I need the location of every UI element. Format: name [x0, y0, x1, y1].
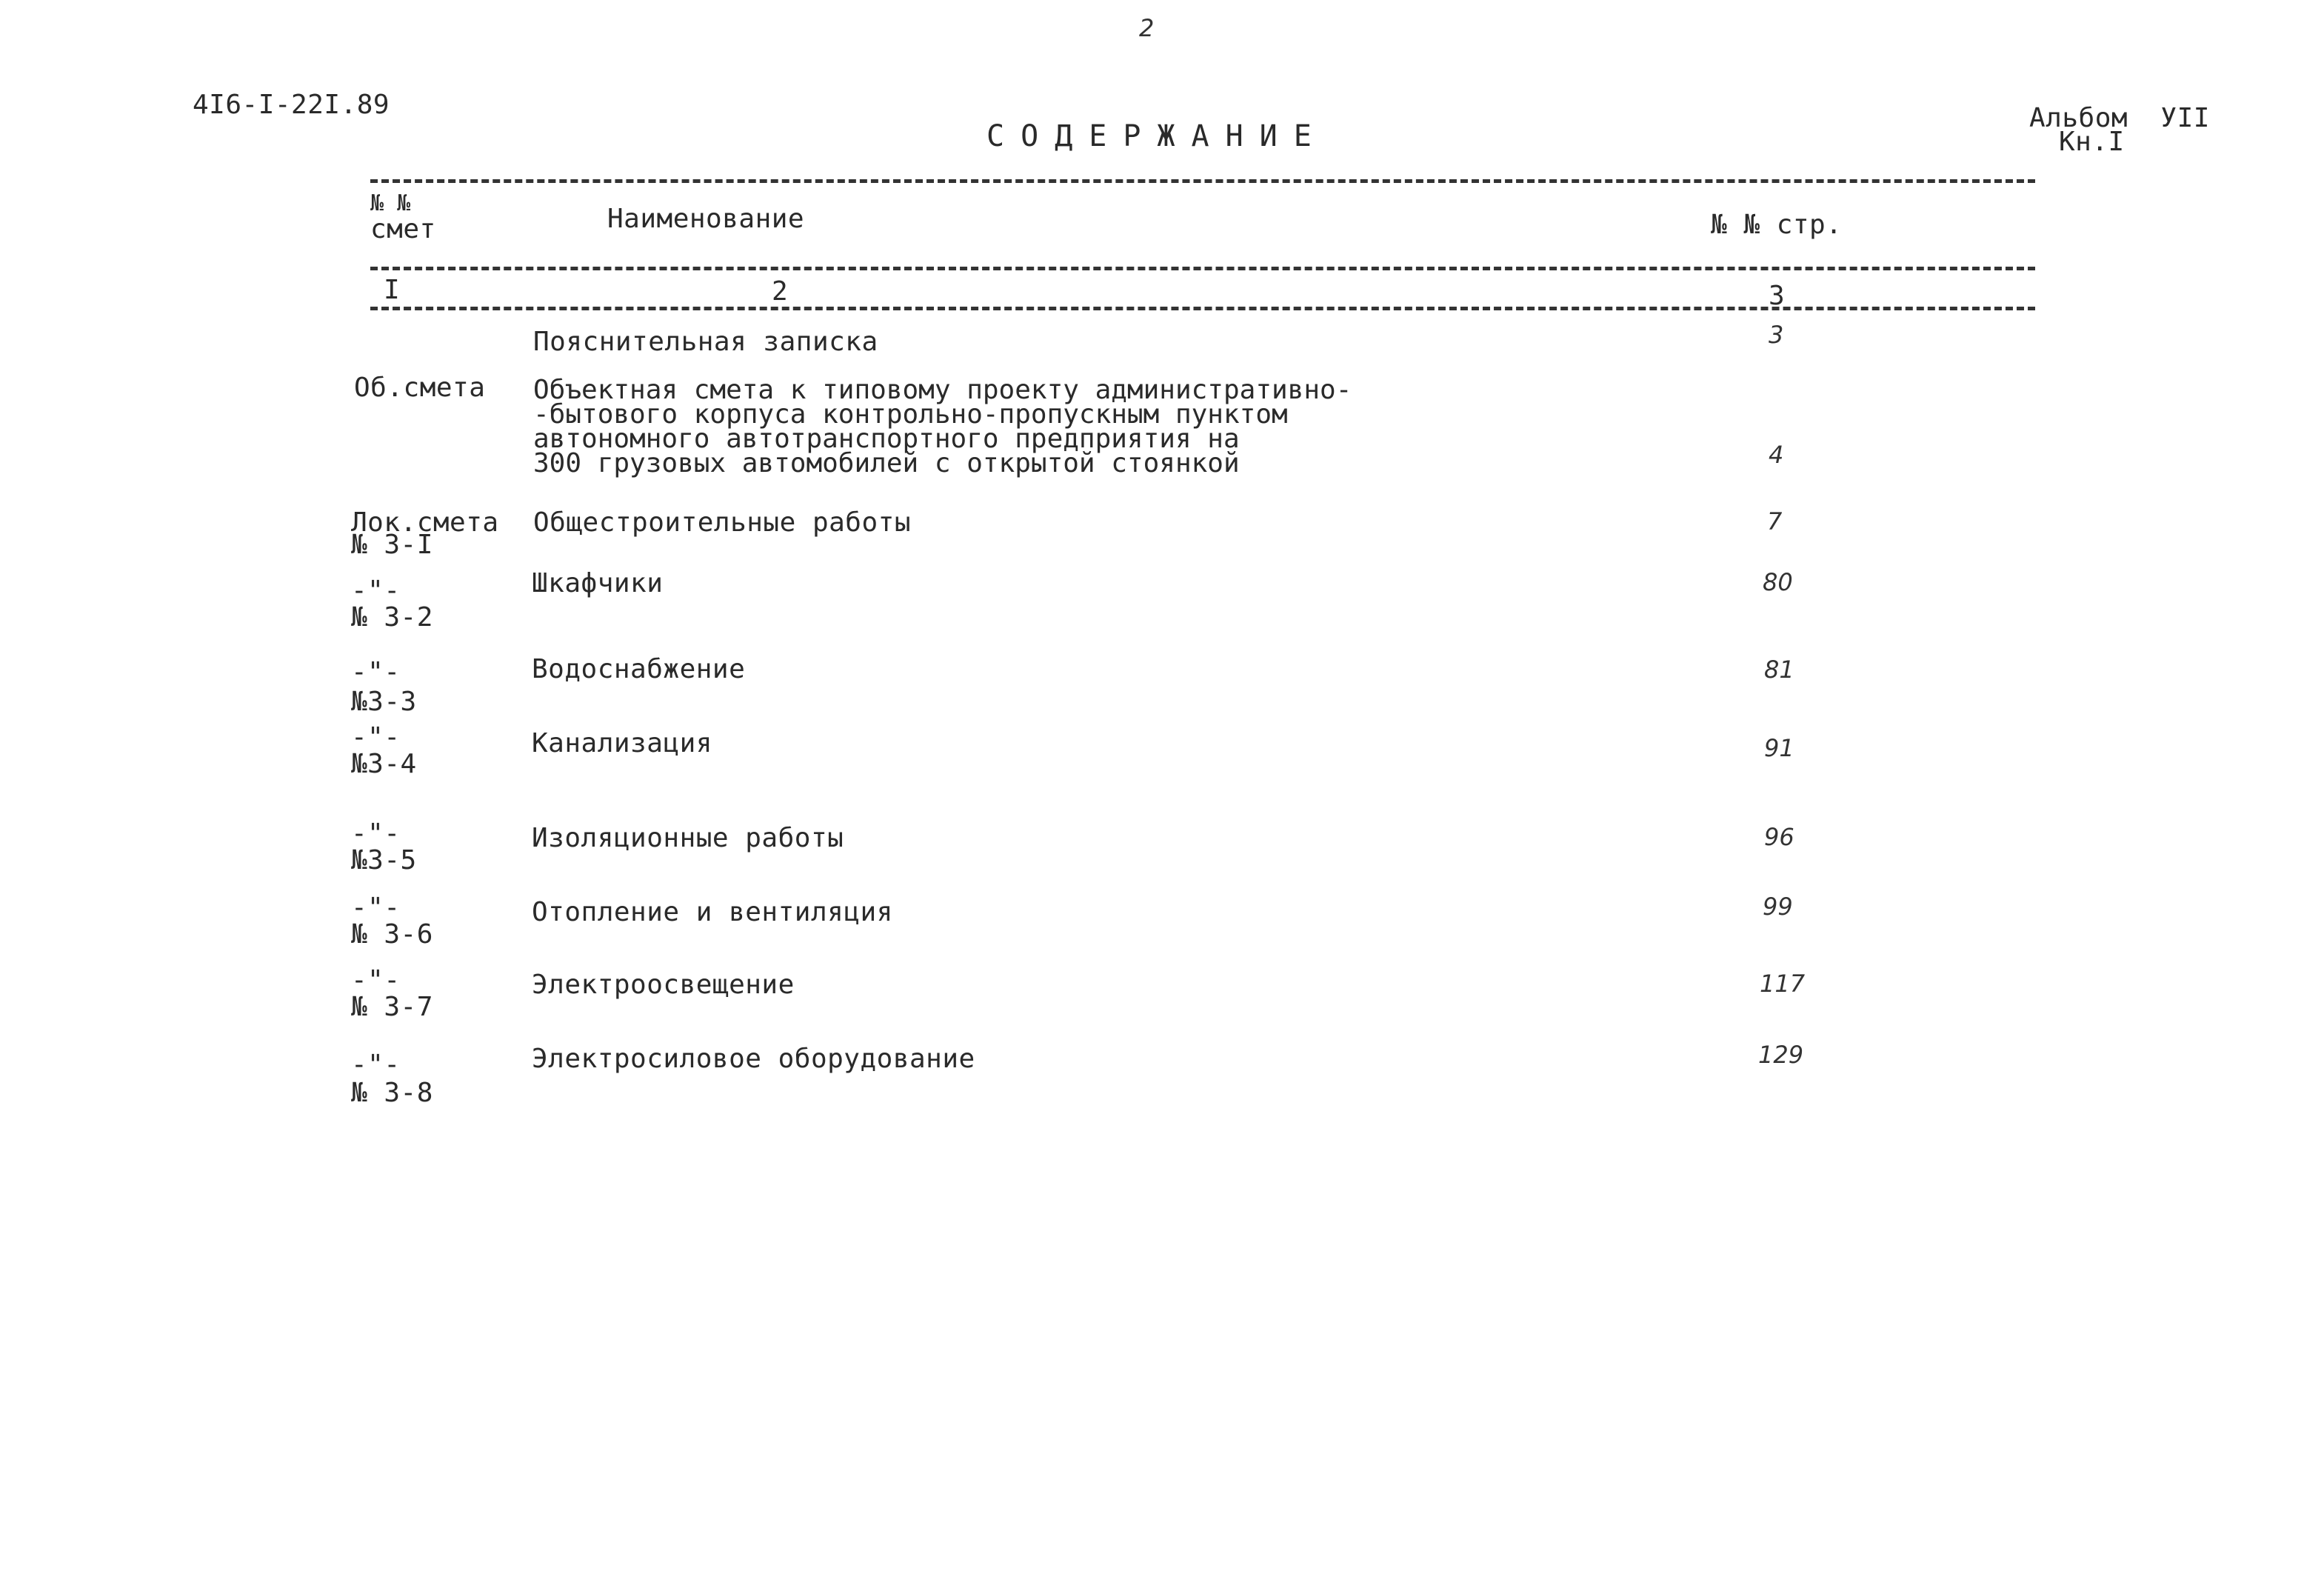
header-col1-line2: смет [370, 214, 436, 244]
header-num-1: I [384, 275, 401, 305]
row-code-number: №3-3 [351, 687, 417, 717]
row-code: Об.смета [354, 373, 486, 403]
row-page: 99 [1763, 893, 1793, 921]
row-name: Объектная смета к типовому проекту административно- -бытового корпуса контрольно-пропускным пунктом автономного автотранспортного предприятия на 300 грузовых автомобилей с открытой стоянкой [533, 375, 1352, 478]
row-code: -"- [351, 1050, 401, 1080]
row-name: Электроосвещение [532, 970, 795, 1000]
row-page: 80 [1763, 568, 1793, 596]
row-page: 117 [1760, 970, 1806, 998]
row-code: -"- [351, 965, 401, 996]
header-num-2: 2 [772, 276, 789, 307]
header-col2: Наименование [607, 204, 805, 234]
header-col3: № № стр. [1711, 210, 1843, 240]
row-code-number: № 3-8 [351, 1078, 433, 1108]
row-code-number: № 3-2 [351, 602, 433, 633]
row-code: -"- [351, 722, 401, 753]
row-page: 91 [1764, 734, 1794, 762]
row-page: 96 [1764, 823, 1794, 851]
album-label: Альбом УII [2029, 103, 2210, 133]
row-page: 81 [1764, 656, 1794, 684]
book-label: Кн.I [2059, 127, 2125, 157]
header-mid-rule [370, 267, 2035, 270]
row-page: 3 [1769, 321, 1784, 349]
row-code: -"- [351, 576, 401, 606]
row-name: Изоляционные работы [532, 823, 844, 853]
row-code: Лок.смета [351, 507, 499, 538]
header-top-rule [370, 179, 2035, 183]
row-code: -"- [351, 657, 401, 687]
document-code: 4I6-I-22I.89 [193, 90, 390, 120]
header-col1-line1: № № [370, 190, 411, 216]
row-name: Водоснабжение [532, 654, 746, 684]
row-code: -"- [351, 818, 401, 849]
row-code-number: № 3-6 [351, 919, 433, 950]
row-name: Электросиловое оборудование [532, 1044, 975, 1074]
row-name: Пояснительная записка [533, 327, 878, 357]
header-num-3: 3 [1769, 281, 1786, 311]
row-page: 4 [1769, 441, 1784, 469]
row-code: -"- [351, 893, 401, 923]
row-name: Отопление и вентиляция [532, 897, 893, 927]
row-name: Канализация [532, 728, 712, 758]
header-bottom-rule [370, 307, 2035, 310]
row-code-number: №3-5 [351, 845, 417, 876]
row-code-number: №3-4 [351, 749, 417, 779]
page-number: 2 [1139, 14, 1155, 42]
row-code-number: № 3-7 [351, 992, 433, 1022]
row-code-number: № 3-I [351, 530, 433, 560]
row-name: Общестроительные работы [533, 507, 911, 538]
page-title: СОДЕРЖАНИЕ [986, 119, 1328, 153]
row-name: Шкафчики [532, 568, 664, 598]
row-page: 7 [1767, 507, 1783, 536]
row-page: 129 [1758, 1041, 1804, 1069]
